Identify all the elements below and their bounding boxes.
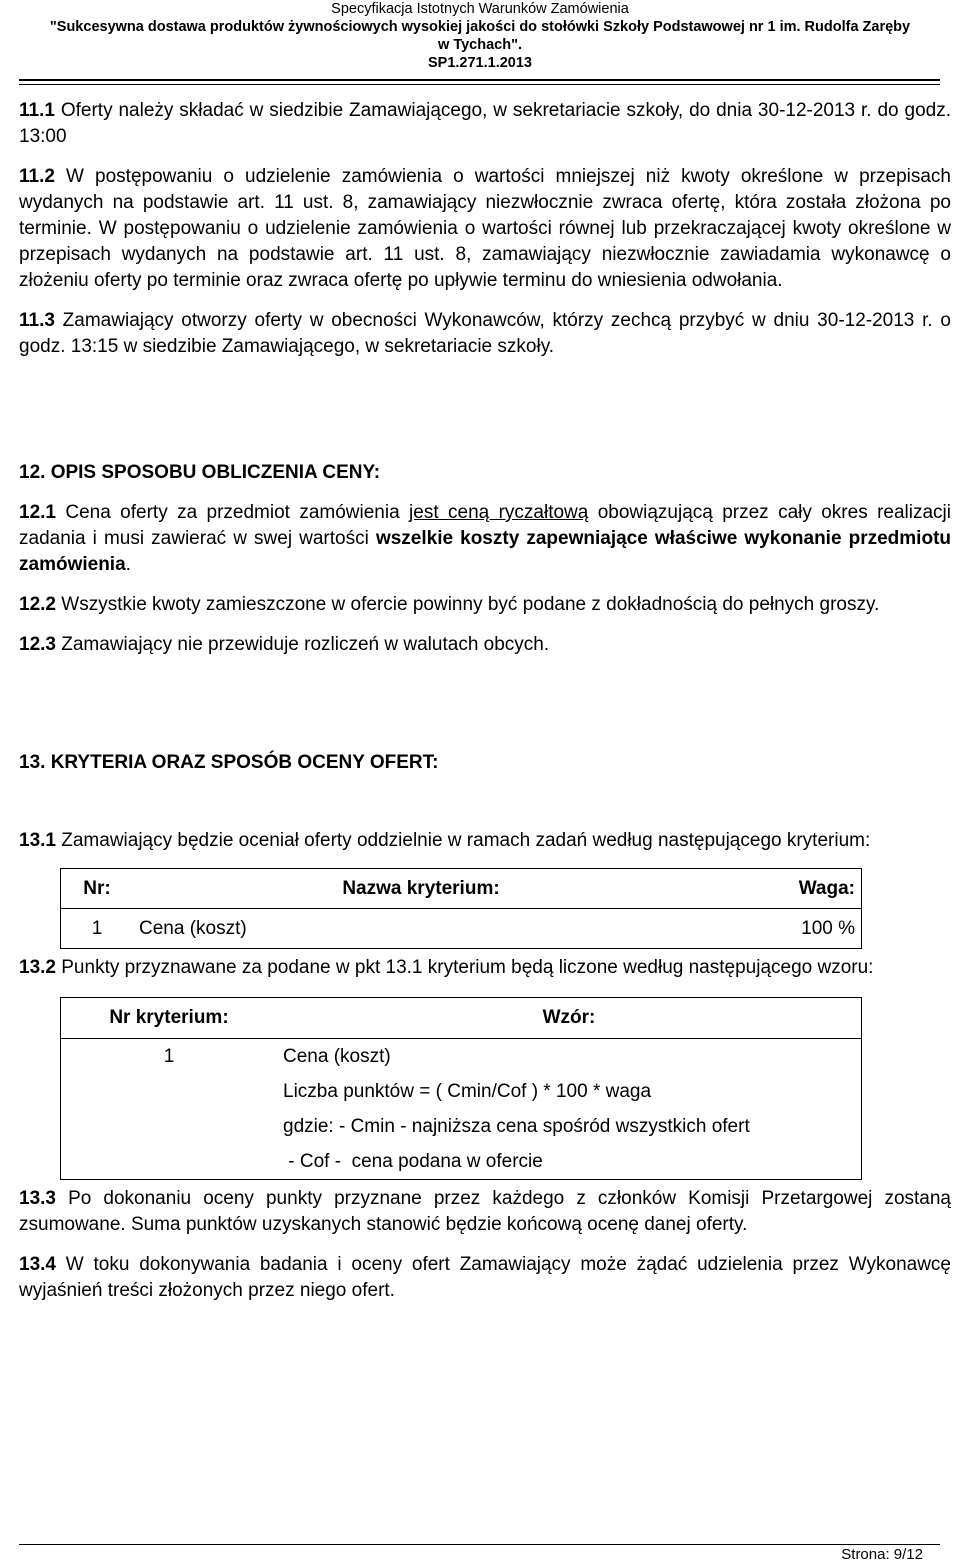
formula-header-nr: Nr kryterium: — [61, 998, 278, 1039]
paragraph-13-3: 13.3 Po dokonaniu oceny punkty przyznane przez każdego z członków Komisji Przetargowej zostaną zsumowane. Suma punktów uzyskanych stanowić będzie końcową ocenę danej oferty. — [19, 1188, 951, 1235]
formula-nr: 1 — [61, 1039, 278, 1075]
paragraph-13-4: 13.4 W toku dokonywania badania i oceny ofert Zamawiający może żądać udzielenia przez Wykonawcę wyjaśnień treści złożonych przez niego ofert. — [19, 1254, 951, 1301]
page-number: Strona: 9/12 — [841, 1546, 923, 1563]
criteria-header-weight: Waga: — [709, 869, 862, 909]
header-rule-thin — [19, 84, 940, 85]
formula-line-1: Cena (koszt) — [277, 1039, 862, 1075]
criteria-header-name: Nazwa kryterium: — [133, 869, 709, 909]
formula-line-2: Liczba punktów = ( Cmin/Cof ) * 100 * waga — [277, 1074, 862, 1109]
criteria-nr: 1 — [61, 909, 134, 949]
criteria-table-header — [61, 869, 862, 909]
formula-table — [60, 997, 862, 1180]
paragraph-12-1: 12.1 Cena oferty za przedmiot zamówienia jest ceną ryczałtową obowiązującą przez cały okres realizacji zadania i musi zawierać w swej wartości wszelkie koszty zapewniające właściwe wykonanie przedmiotu zamówienia. — [19, 502, 951, 575]
paragraph-11-3: 11.3 Zamawiający otworzy oferty w obecności Wykonawców, którzy zechcą przybyć w dniu 30-12-2013 r. o godz. 13:15 w siedzibie Zamawiającego, w sekretariacie szkoły. — [19, 310, 951, 357]
formula-line-3: gdzie: - Cmin - najniższa cena spośród wszystkich ofert — [277, 1109, 862, 1144]
header-reference: SP1.271.1.2013 — [427, 55, 532, 71]
header-title: Specyfikacja Istotnych Warunków Zamówienia — [331, 1, 629, 17]
paragraph-12-3: 12.3 Zamawiający nie przewiduje rozliczeń w walutach obcych. — [19, 634, 550, 655]
header-rule-thick — [19, 79, 940, 81]
formula-header-formula: Wzór: — [277, 998, 862, 1039]
formula-row — [61, 1039, 862, 1075]
paragraph-11-1: 11.1 Oferty należy składać w siedzibie Zamawiającego, w sekretariacie szkoły, do dnia 30-12-2013 r. do godz. 13:00 — [19, 100, 951, 147]
section-12-title: 12. OPIS SPOSOBU OBLICZENIA CENY: — [19, 462, 381, 483]
formula-line-4: - Cof - cena podana w ofercie — [277, 1144, 862, 1180]
criteria-weight: 100 % — [709, 909, 862, 949]
criteria-name: Cena (koszt) — [133, 909, 709, 949]
document-header — [0, 0, 960, 72]
formula-table-header — [61, 998, 862, 1039]
section-13-title: 13. KRYTERIA ORAZ SPOSÓB OCENY OFERT: — [19, 752, 439, 773]
header-subject-cont: w Tychach". — [438, 37, 522, 53]
paragraph-13-2: 13.2 Punkty przyznawane za podane w pkt 13.1 kryterium będą liczone według następującego wzoru: — [19, 957, 874, 978]
paragraph-11-2: 11.2 W postępowaniu o udzielenie zamówienia o wartości mniejszej niż kwoty określone w przepisach wydanych na podstawie art. 11 ust. 8, zamawiający niezwłocznie zwraca ofertę, która została złożona po terminie. W postępowaniu o udzielenie zamówienia o wartości równej lub przekraczającej kwoty określone w przepisach wydanych na podstawie art. 11 ust. 8, zamawiający niezwłocznie zawiadamia wykonawcę o złożeniu oferty po terminie oraz zwraca ofertę po upływie terminu do wniesienia odwołania. — [19, 166, 951, 291]
header-subject: "Sukcesywna dostawa produktów żywnościowych wysokiej jakości do stołówki Szkoły Podstawowej nr 1 im. Rudolfa Zaręby — [49, 19, 911, 35]
document-body — [19, 98, 951, 1304]
paragraph-13-1: 13.1 Zamawiający będzie oceniał oferty oddzielnie w ramach zadań według następującego kryterium: — [19, 830, 871, 851]
footer-rule — [19, 1544, 940, 1545]
criteria-table — [60, 868, 862, 949]
criteria-table-row — [61, 909, 862, 949]
paragraph-12-2: 12.2 Wszystkie kwoty zamieszczone w ofercie powinny być podane z dokładnością do pełnych groszy. — [19, 594, 880, 615]
criteria-header-nr: Nr: — [61, 869, 134, 909]
